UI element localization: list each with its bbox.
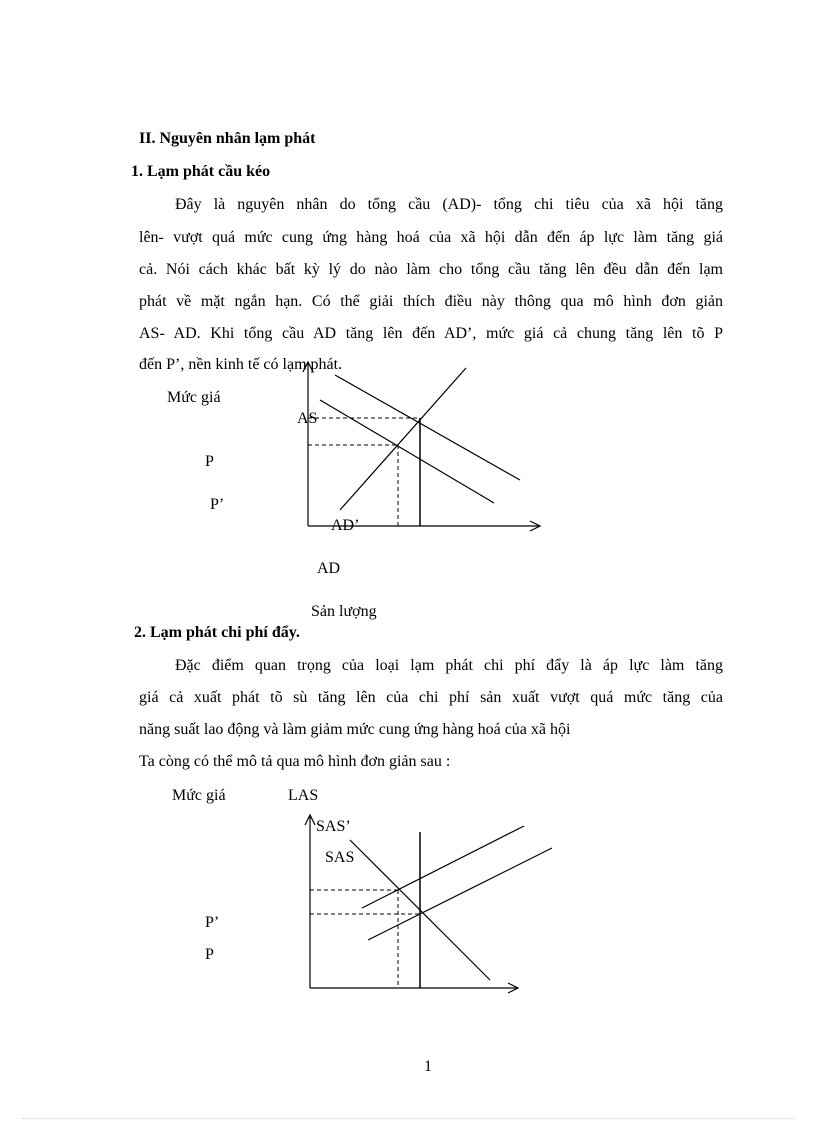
paragraph-2-line: năng suất lao động và làm giảm mức cung ứng hàng hoá của xã hội bbox=[139, 721, 571, 738]
sas-prime-curve bbox=[362, 826, 524, 908]
diagram2-y-label: Mức giá bbox=[172, 787, 226, 804]
diagram1-p-label: P bbox=[205, 453, 214, 470]
diagram1-x-label: Sản lượng bbox=[311, 603, 377, 620]
page-number: 1 bbox=[424, 1058, 432, 1075]
subsection-heading-1: 1. Lạm phát cầu kéo bbox=[131, 163, 271, 180]
paragraph-1-line: đến P’, nền kinh tế có lạm phát. bbox=[139, 356, 343, 373]
subsection-heading-2: 2. Lạm phát chi phí đẩy. bbox=[134, 624, 300, 641]
diagram1-p-prime-label: P’ bbox=[210, 496, 225, 513]
diagram1-as-label: AS bbox=[297, 410, 318, 427]
paragraph-1-line: phát về mặt ngắn hạn. Có thể giải thích điều này thông qua mô hình đơn giản bbox=[139, 293, 723, 310]
diagram2-intro: Ta còng có thể mô tả qua mô hình đơn giản sau : bbox=[139, 753, 451, 770]
sas-curve bbox=[368, 848, 552, 940]
diagram1-ad-prime-label: AD’ bbox=[331, 517, 360, 534]
paragraph-2-line: Đặc điểm quan trọng của loại lạm phát chi phí đẩy là áp lực làm tăng bbox=[175, 657, 723, 674]
paragraph-1-line: AS- AD. Khi tổng cầu AD tăng lên đến AD’, mức giá cả chung tăng lên tõ P bbox=[139, 325, 723, 342]
diagram1-y-label: Mức giá bbox=[167, 389, 221, 406]
paragraph-1-line: lên- vượt quá mức cung ứng hàng hoá của xã hội dẫn đến áp lực làm tăng giá bbox=[139, 229, 723, 246]
diagram2-sas-label: SAS bbox=[325, 849, 355, 866]
page-bottom-border bbox=[22, 1118, 794, 1119]
diagram2-sas-prime-label: SAS’ bbox=[316, 818, 351, 835]
paragraph-1-line: Đây là nguyên nhân do tổng cầu (AD)- tổng chi tiêu của xã hội tăng bbox=[175, 196, 723, 213]
diagram2-las-label: LAS bbox=[288, 787, 319, 804]
diagram1-ad-label: AD bbox=[317, 560, 341, 577]
diagram2-p-label: P bbox=[205, 946, 214, 963]
section-title: II. Nguyên nhân lạm phát bbox=[139, 130, 316, 147]
diagram2-p-prime-label: P’ bbox=[205, 914, 220, 931]
paragraph-2-line: giá cả xuất phát tõ sù tăng lên của chi phí sản xuất vượt quá mức tăng của bbox=[139, 689, 723, 706]
paragraph-1-line: cả. Nói cách khác bất kỳ lý do nào làm cho tổng cầu tăng lên đều dẫn đến lạm bbox=[139, 261, 723, 278]
